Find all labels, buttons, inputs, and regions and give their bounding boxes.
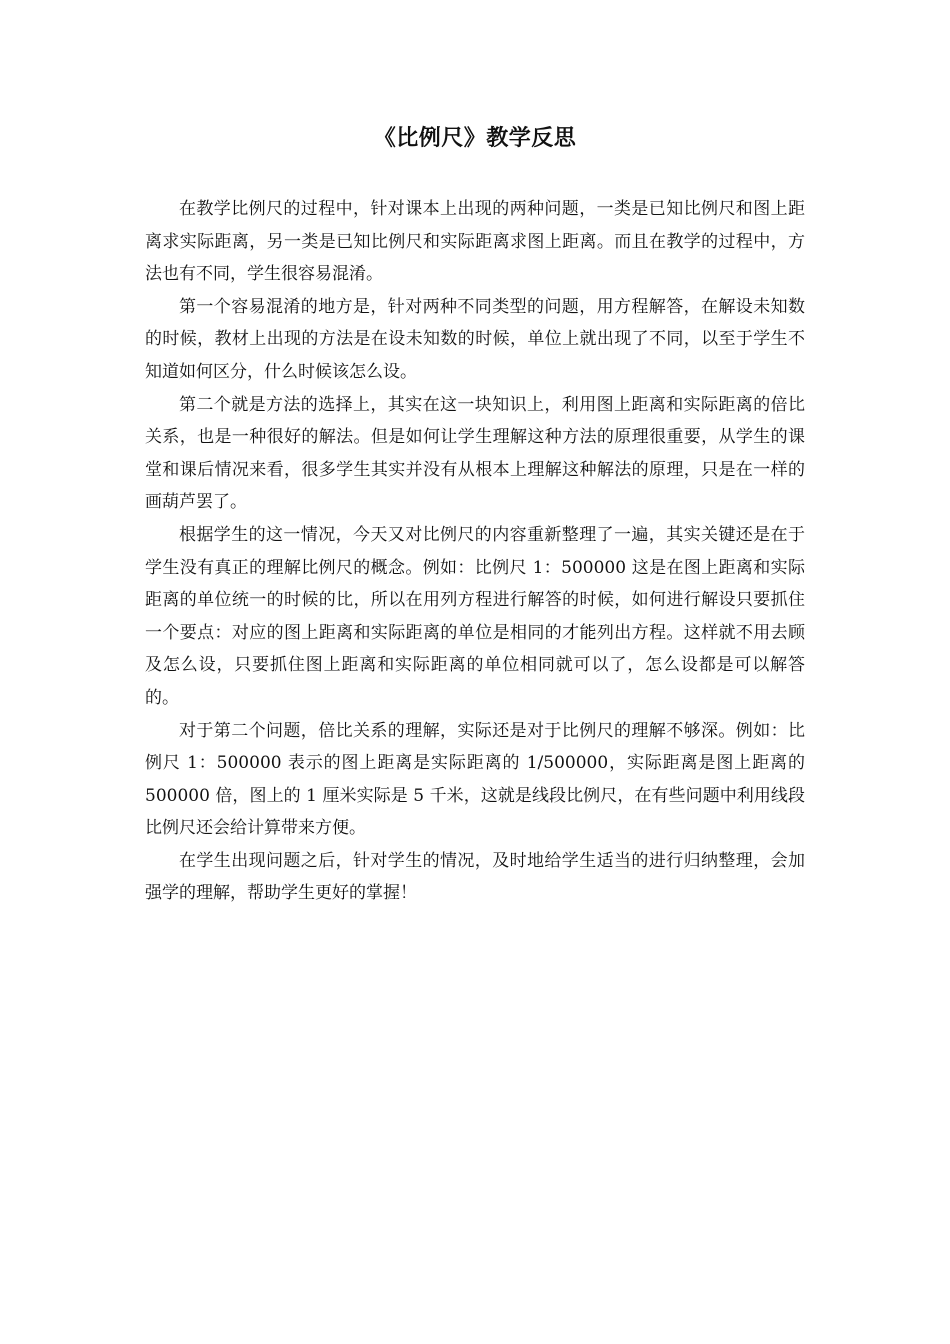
paragraph-5: 对于第二个问题，倍比关系的理解，实际还是对于比例尺的理解不够深。例如：比例尺 1：500000 表示的图上距离是实际距离的 1/500000，实际距离是图上距离的 500000 倍，图上的 1 厘米实际是 5 千米，这就是线段比例尺，在有些问题中利用线段比例尺还会给计算带来方便。 — [145, 720, 805, 839]
paragraph-2: 第一个容易混淆的地方是，针对两种不同类型的问题，用方程解答，在解设未知数的时候，教材上出现的方法是在设未知数的时候，单位上就出现了不同，以至于学生不知道如何区分，什么时候该怎么设。 — [145, 296, 805, 382]
document-title: 《比例尺》教学反思 — [373, 126, 577, 151]
paragraph-3: 第二个就是方法的选择上，其实在这一块知识上，利用图上距离和实际距离的倍比关系，也是一种很好的解法。但是如何让学生理解这种方法的原理很重要，从学生的课堂和课后情况来看，很多学生其实并没有从根本上理解这种解法的原理，只是在一样的画葫芦罢了。 — [145, 394, 805, 513]
paragraph-1: 在教学比例尺的过程中，针对课本上出现的两种问题，一类是已知比例尺和图上距离求实际距离，另一类是已知比例尺和实际距离求图上距离。而且在教学的过程中，方法也有不同，学生很容易混淆。 — [145, 199, 805, 285]
document-body — [145, 193, 805, 910]
paragraph-4: 根据学生的这一情况，今天又对比例尺的内容重新整理了一遍，其实关键还是在于学生没有真正的理解比例尺的概念。例如：比例尺 1：500000 这是在图上距离和实际距离的单位统一的时候的比，所以在用列方程进行解答的时候，如何进行解设只要抓住一个要点：对应的图上距离和实际距离的单位是相同的才能列出方程。这样就不用去顾及怎么设，只要抓住图上距离和实际距离的单位相同就可以了，怎么设都是可以解答的。 — [145, 524, 805, 708]
paragraph-6: 在学生出现问题之后，针对学生的情况，及时地给学生适当的进行归纳整理，会加强学的理解，帮助学生更好的掌握！ — [145, 850, 805, 904]
